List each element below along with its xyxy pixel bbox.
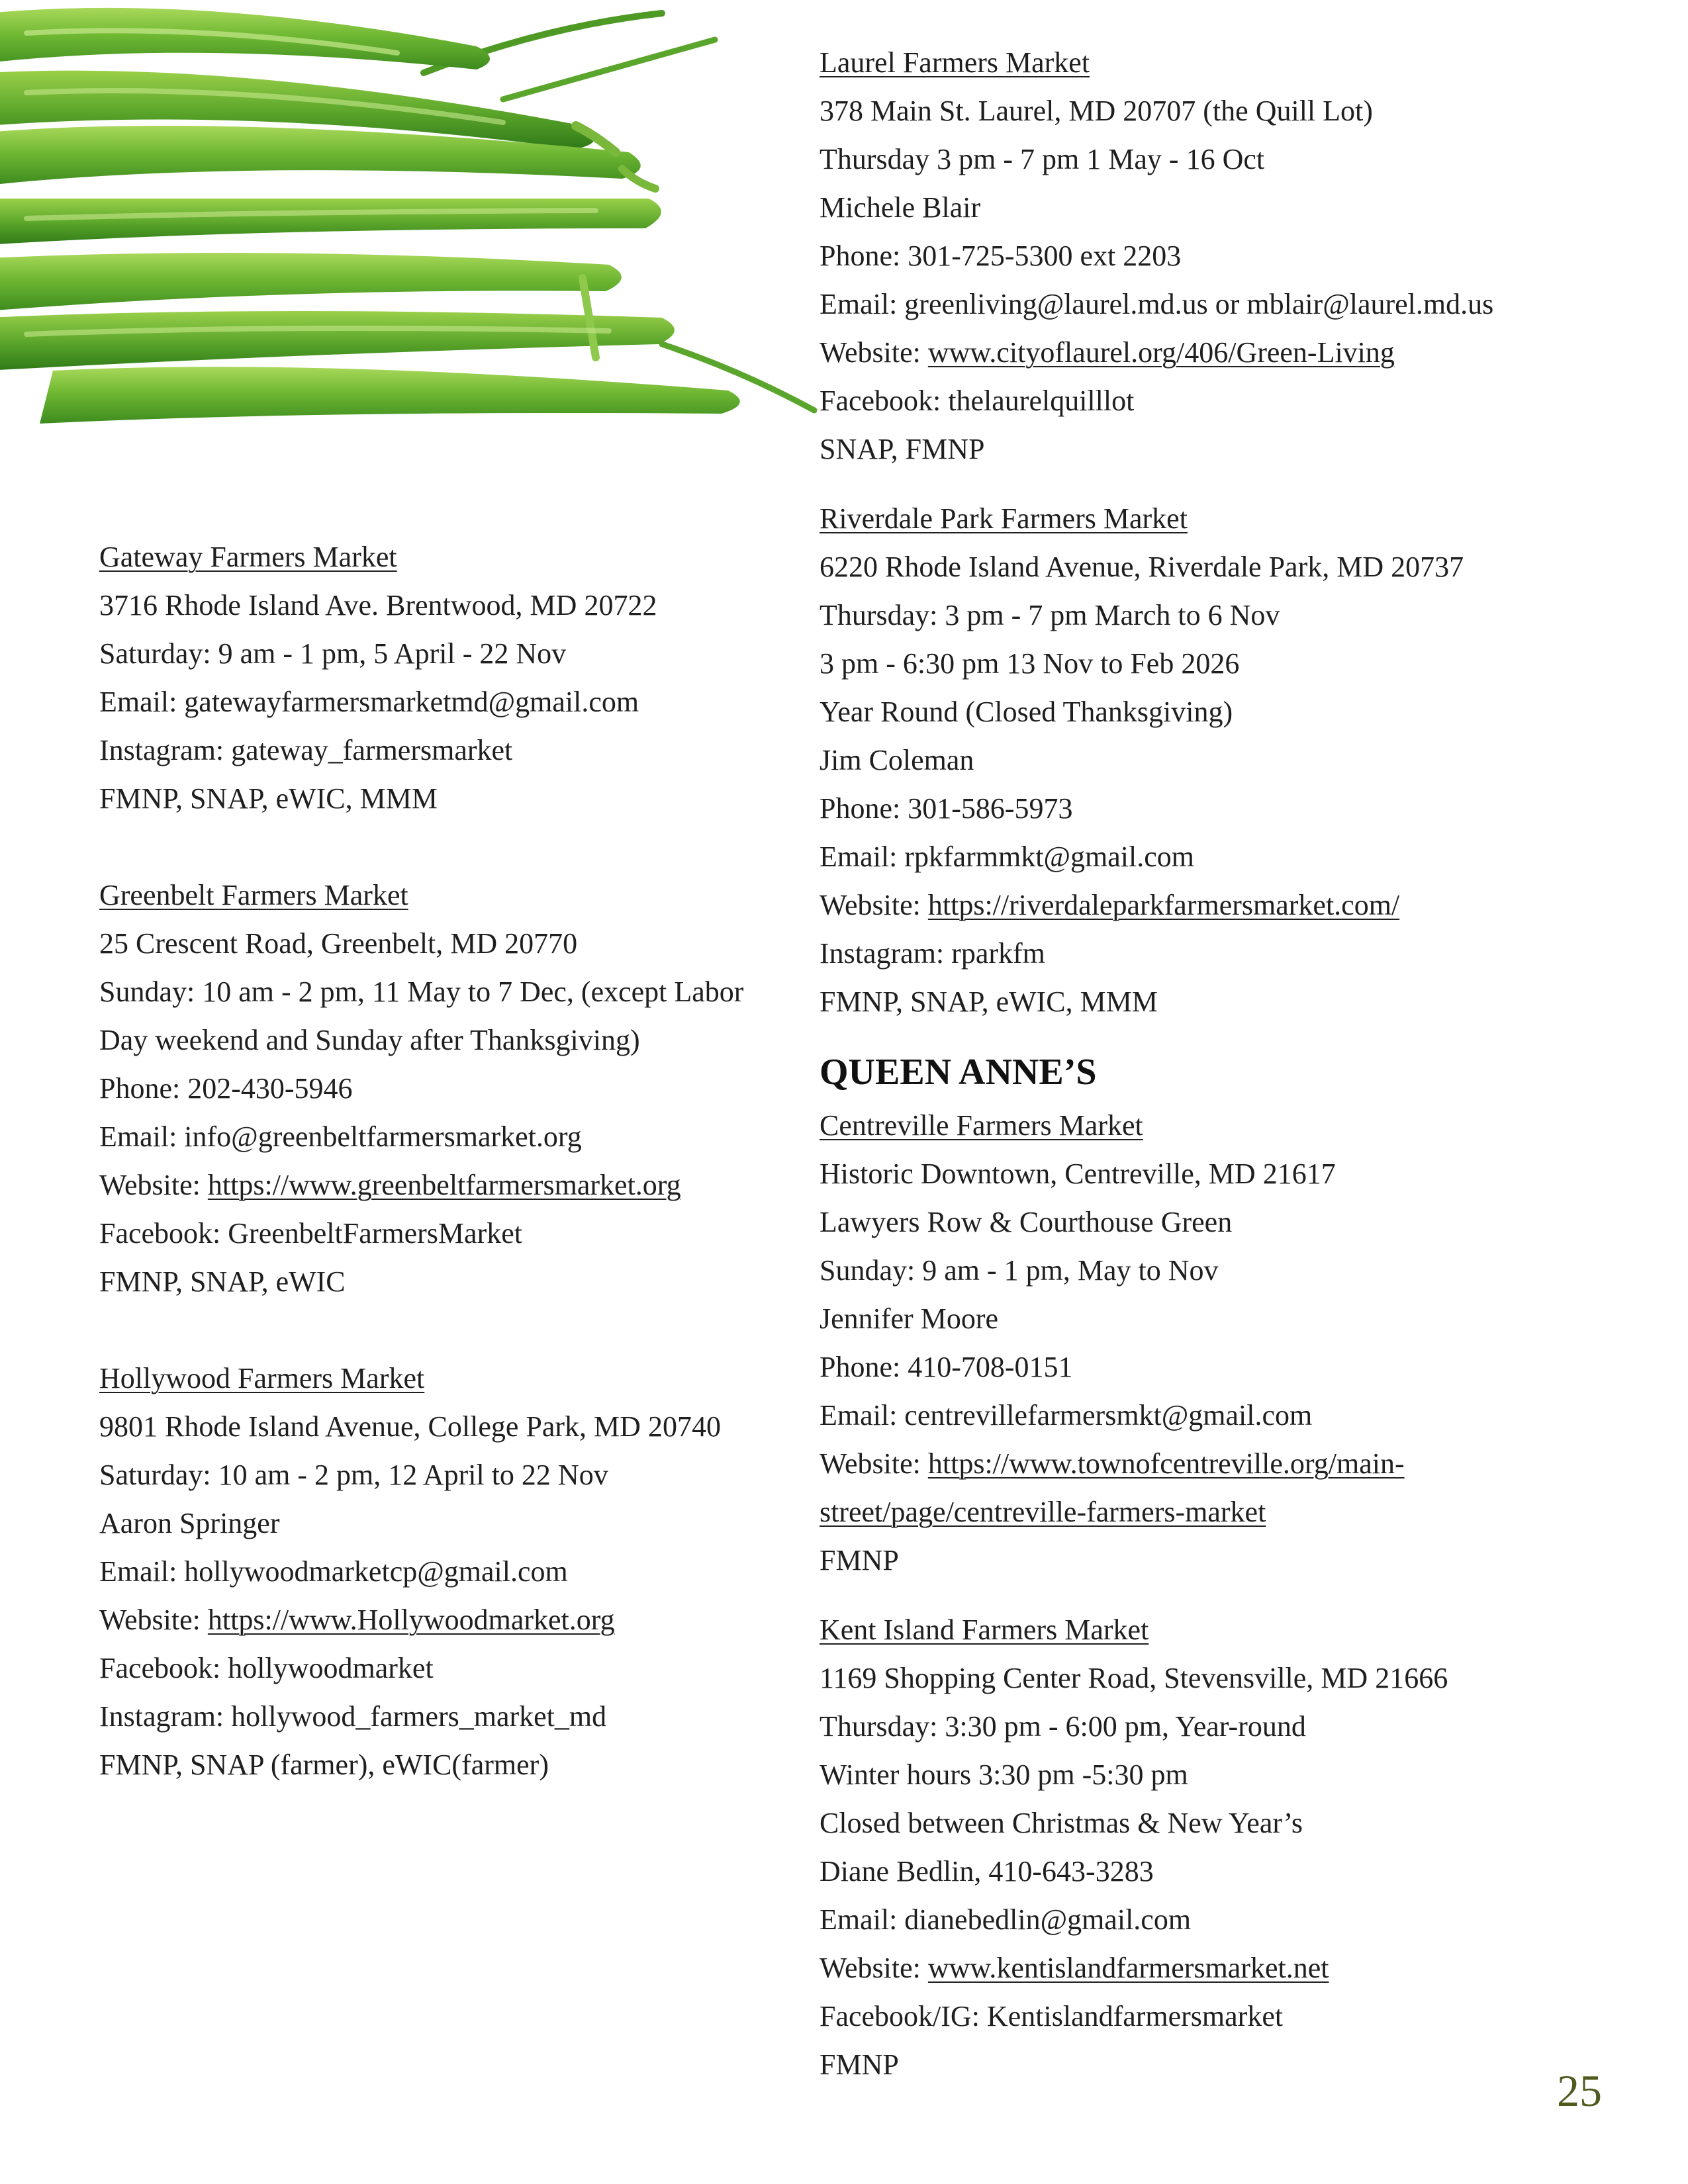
market-website (99, 1161, 814, 1209)
market-phone: Phone: 301-725-5300 ext 2203 (820, 240, 1182, 272)
market-closure: Closed between Christmas & New Year’s (820, 1807, 1303, 1839)
market-name: Greenbelt Farmers Market (99, 879, 408, 911)
market-instagram: Instagram: rparkfm (820, 937, 1045, 970)
market-programs: FMNP, SNAP, eWIC, MMM (820, 985, 1158, 1018)
market-hours: Thursday: 3:30 pm - 6:00 pm, Year-round (820, 1710, 1306, 1743)
market-website (820, 328, 1647, 377)
market-phone: Phone: 202-430-5946 (99, 1072, 353, 1105)
green-beans-image (0, 0, 821, 463)
website-label: Website: (820, 1447, 928, 1480)
market-name: Gateway Farmers Market (99, 541, 397, 573)
hollywood-market (99, 1354, 814, 1789)
market-website (820, 1944, 1647, 1992)
market-contact: Michele Blair (820, 191, 981, 224)
market-social: Facebook/IG: Kentislandfarmersmarket (820, 2000, 1284, 2032)
website-link-cont[interactable]: street/page/centreville-farmers-market (820, 1496, 1266, 1528)
market-website (820, 881, 1647, 929)
market-email: Email: gatewayfarmersmarketmd@gmail.com (99, 686, 639, 718)
website-link[interactable]: https://www.greenbeltfarmersmarket.org (207, 1169, 681, 1201)
region-heading-queen-annes: QUEEN ANNE’S (820, 1052, 1097, 1093)
market-address: 3716 Rhode Island Ave. Brentwood, MD 20722 (99, 589, 657, 621)
market-season: Year Round (Closed Thanksgiving) (820, 696, 1233, 728)
market-name: Laurel Farmers Market (820, 46, 1090, 79)
website-label: Website: (820, 336, 928, 369)
market-programs: FMNP, SNAP, eWIC (99, 1265, 346, 1298)
market-hours: Thursday: 3 pm - 7 pm March to 6 Nov (820, 599, 1280, 631)
website-label: Website: (820, 1952, 928, 1984)
gateway-market (99, 533, 814, 823)
market-email: Email: dianebedlin@gmail.com (820, 1903, 1192, 1936)
market-contact: Jennifer Moore (820, 1302, 999, 1335)
market-hours-winter: 3 pm - 6:30 pm 13 Nov to Feb 2026 (820, 647, 1240, 680)
market-name: Centreville Farmers Market (820, 1109, 1143, 1142)
market-programs: FMNP (820, 1544, 899, 1576)
centreville-market (820, 1101, 1647, 1584)
market-programs: FMNP, SNAP (farmer), eWIC(farmer) (99, 1749, 549, 1781)
market-hours: Sunday: 9 am - 1 pm, May to Nov (820, 1254, 1219, 1287)
market-website (99, 1596, 814, 1644)
market-facebook: Facebook: GreenbeltFarmersMarket (99, 1217, 522, 1250)
website-link[interactable]: www.cityoflaurel.org/406/Green-Living (927, 336, 1395, 369)
website-link[interactable]: https://www.Hollywoodmarket.org (207, 1604, 615, 1636)
market-address: 378 Main St. Laurel, MD 20707 (the Quill Lot) (820, 95, 1373, 127)
market-email: Email: rpkfarmmkt@gmail.com (820, 841, 1194, 873)
market-programs: FMNP (820, 2048, 899, 2081)
market-website-cont (820, 1488, 1647, 1536)
market-email: Email: greenliving@laurel.md.us or mblair@laurel.md.us (820, 288, 1494, 320)
market-instagram: Instagram: hollywood_farmers_market_md (99, 1700, 607, 1733)
market-instagram: Instagram: gateway_farmersmarket (99, 734, 513, 766)
website-link[interactable]: https://riverdaleparkfarmersmarket.com/ (927, 889, 1400, 921)
website-link[interactable]: https://www.townofcentreville.org/main- (927, 1447, 1405, 1480)
market-facebook: Facebook: thelaurelquilllot (820, 385, 1135, 417)
market-address: 1169 Shopping Center Road, Stevensville, MD 21666 (820, 1662, 1448, 1694)
website-label: Website: (99, 1169, 208, 1201)
left-column (99, 533, 814, 1789)
website-label: Website: (820, 889, 928, 921)
market-contact: Diane Bedlin, 410-643-3283 (820, 1855, 1154, 1888)
website-label: Website: (99, 1604, 208, 1636)
market-phone: Phone: 301-586-5973 (820, 792, 1073, 825)
market-phone: Phone: 410-708-0151 (820, 1351, 1073, 1383)
market-name: Riverdale Park Farmers Market (820, 502, 1188, 535)
market-contact: Jim Coleman (820, 744, 974, 776)
market-facebook: Facebook: hollywoodmarket (99, 1652, 434, 1684)
market-programs: SNAP, FMNP (820, 433, 985, 465)
market-email: Email: hollywoodmarketcp@gmail.com (99, 1555, 568, 1588)
market-address: Historic Downtown, Centreville, MD 21617 (820, 1158, 1336, 1190)
market-hours-note: Day weekend and Sunday after Thanksgiving) (99, 1024, 640, 1056)
market-hours: Saturday: 10 am - 2 pm, 12 April to 22 Nov (99, 1459, 608, 1491)
market-address: 9801 Rhode Island Avenue, College Park, MD 20740 (99, 1410, 721, 1443)
website-link[interactable]: www.kentislandfarmersmarket.net (927, 1952, 1329, 1984)
riverdale-market (820, 494, 1647, 1026)
market-website (820, 1439, 1647, 1488)
market-name: Hollywood Farmers Market (99, 1362, 425, 1394)
market-location: Lawyers Row & Courthouse Green (820, 1206, 1233, 1238)
market-address: 25 Crescent Road, Greenbelt, MD 20770 (99, 927, 578, 960)
market-email: Email: info@greenbeltfarmersmarket.org (99, 1120, 582, 1153)
greenbelt-market (99, 871, 814, 1306)
right-column (820, 38, 1647, 2089)
market-hours: Thursday 3 pm - 7 pm 1 May - 16 Oct (820, 143, 1265, 175)
market-hours: Sunday: 10 am - 2 pm, 11 May to 7 Dec, (except Labor (99, 976, 744, 1008)
market-contact: Aaron Springer (99, 1507, 280, 1539)
laurel-market (820, 38, 1647, 473)
market-email: Email: centrevillefarmersmkt@gmail.com (820, 1399, 1313, 1432)
market-hours-winter: Winter hours 3:30 pm -5:30 pm (820, 1758, 1188, 1791)
market-address: 6220 Rhode Island Avenue, Riverdale Park, MD 20737 (820, 551, 1464, 583)
market-hours: Saturday: 9 am - 1 pm, 5 April - 22 Nov (99, 637, 567, 670)
page-number: 25 (1557, 2066, 1602, 2116)
kent-island-market (820, 1606, 1647, 2089)
market-programs: FMNP, SNAP, eWIC, MMM (99, 782, 438, 815)
market-name: Kent Island Farmers Market (820, 1614, 1149, 1646)
